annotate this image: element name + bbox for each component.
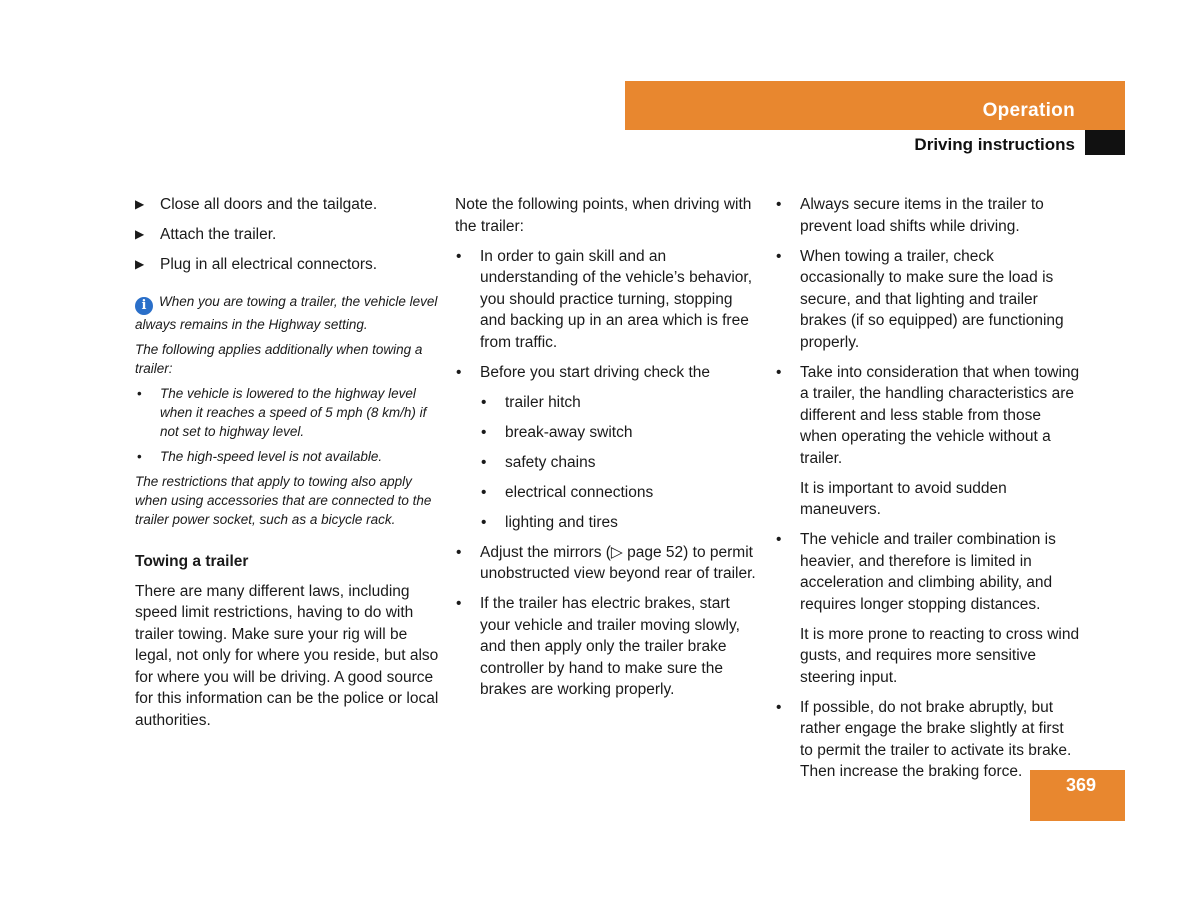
bullet-list <box>455 246 760 701</box>
bullet-extra: It is more prone to reacting to cross wind gusts, and requires more sensitive steering input. <box>800 625 1080 686</box>
step-item: ▶ Attach the trailer. <box>135 224 440 246</box>
note-paragraph: The following applies additionally when towing a trailer: <box>135 341 423 376</box>
info-note <box>135 292 440 529</box>
step-list <box>135 194 440 276</box>
triangle-right-icon: ▶ <box>135 257 145 271</box>
note-bullet: • The high-speed level is not available. <box>137 448 383 464</box>
check-item: • lighting and tires <box>481 513 618 531</box>
check-list <box>480 392 760 534</box>
bullet-item: • Take into consideration that when towing a trailer, the handling characteristics are different and less stable from those when operating the vehicle without a trailer. It is important to avoid sudden maneuvers. <box>775 362 1080 521</box>
section-title: Operation <box>982 100 1075 121</box>
column-intro: Note the following points, when driving with the trailer: <box>455 196 752 235</box>
bullet-item: • If possible, do not brake abruptly, but rather engage the brake slightly at first to permit the trailer to activate its brake. Then increase the braking force. <box>776 698 1072 780</box>
check-item: • safety chains <box>481 453 596 471</box>
bullet-item: • Before you start driving check the • trailer hitch • break-away switch • safety chains • electrical connections • lighting and tires <box>455 362 760 534</box>
info-icon: i <box>135 297 153 315</box>
check-item: • electrical connections <box>481 483 654 501</box>
note-intro: When you are towing a trailer, the vehicle level always remains in the Highway setting. <box>135 293 438 332</box>
bullet-item: • The vehicle and trailer combination is heavier, and therefore is limited in acceleration and climbing ability, and requires longer stopping distances. It is more prone to reacting to cross wind gusts, and requires more sensitive steering input. <box>775 529 1080 688</box>
note-paragraph: The restrictions that apply to towing also apply when using accessories that are connected to the trailer power socket, such as a bicycle rack. <box>135 473 432 527</box>
column-1 <box>135 194 440 740</box>
subsection-title: Driving instructions <box>914 135 1075 154</box>
check-item: • trailer hitch <box>481 393 581 411</box>
page-number: 369 <box>1065 775 1096 795</box>
bullet-item: • If the trailer has electric brakes, start your vehicle and trailer moving slowly, and then apply only the trailer brake controller by hand to make sure the brakes are working properly. <box>456 595 740 698</box>
bullet-list <box>775 194 1080 783</box>
thumb-tab <box>1085 130 1125 155</box>
check-item: • break-away switch <box>481 423 633 441</box>
step-item: ▶ Close all doors and the tailgate. <box>135 194 440 216</box>
note-bullet: • The vehicle is lowered to the highway level when it reaches a speed of 5 mph (8 km/h) if not set to highway level. <box>137 385 427 439</box>
triangle-right-icon: ▶ <box>135 197 145 211</box>
column-3 <box>775 194 1080 791</box>
step-item: ▶ Plug in all electrical connectors. <box>135 254 440 276</box>
column-2 <box>455 194 760 709</box>
bullet-extra: It is important to avoid sudden maneuvers. <box>800 479 1007 518</box>
bullet-item: • Always secure items in the trailer to prevent load shifts while driving. <box>776 196 1044 235</box>
bullet-item: • When towing a trailer, check occasionally to make sure the load is secure, and that lighting and trailer brakes (if so equipped) are functioning properly. <box>776 247 1064 351</box>
note-bullets <box>135 384 440 466</box>
triangle-right-icon: ▶ <box>135 227 145 241</box>
towing-body: There are many different laws, including speed limit restrictions, having to do with trailer towing. Make sure your rig will be legal, not only for where you reside, but also for where you will be driving. A good source for this information can be the police or local authorities. <box>135 582 439 729</box>
towing-heading: Towing a trailer <box>135 552 249 570</box>
bullet-item: • In order to gain skill and an understanding of the vehicle’s behavior, you should practice turning, stopping and backing up in an area which is free from traffic. <box>456 247 753 351</box>
bullet-item: • Adjust the mirrors (▷ page 52) to permit unobstructed view beyond rear of trailer. <box>456 543 756 582</box>
